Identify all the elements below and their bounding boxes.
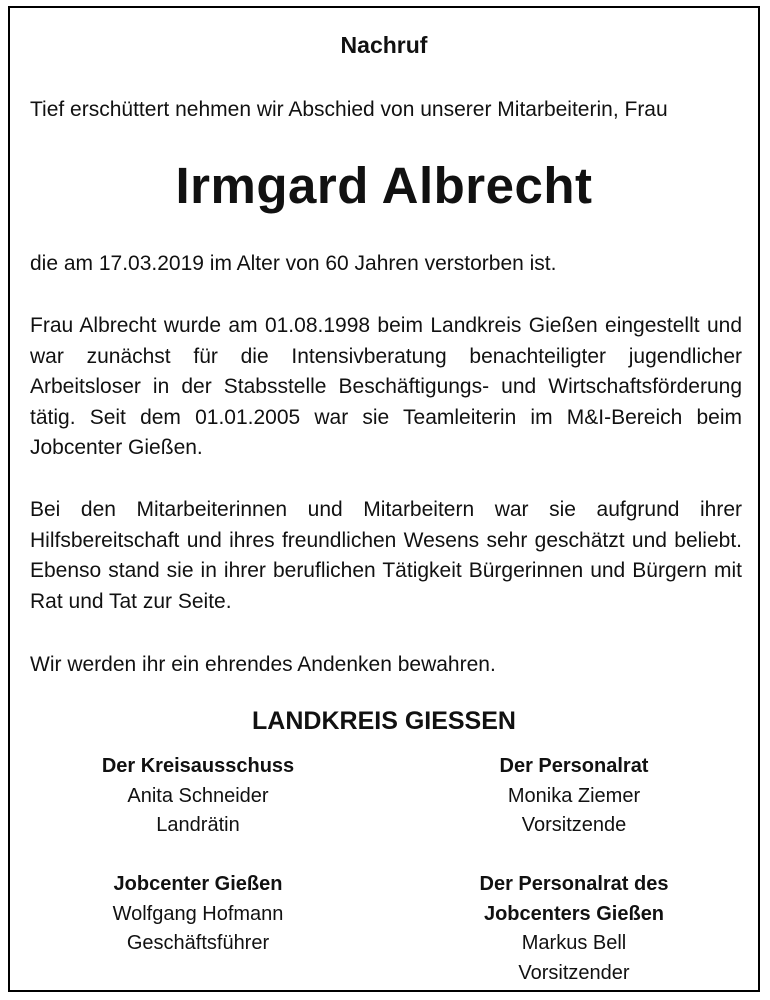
signatory-role: Landrätin <box>156 814 240 836</box>
signatory-title: Jobcenter Gießen <box>113 873 283 895</box>
intro-line: Tief erschüttert nehmen wir Abschied von unserer Mitarbeiterin, Frau <box>30 98 668 121</box>
signatory-role: Vorsitzende <box>521 814 627 836</box>
signatory-name: Markus Bell <box>521 932 627 954</box>
signatory-title: Der Personalrat <box>499 755 649 777</box>
signatory-role: Geschäftsführer <box>126 932 270 954</box>
deceased-name: Irmgard Albrecht <box>175 157 593 214</box>
obituary-notice <box>8 6 760 992</box>
signatory-name: Anita Schneider <box>127 784 269 807</box>
signatory-personalrat <box>414 752 734 841</box>
colleagues-paragraph: Bei den Mitarbeiterinnen und Mitarbeitern war sie aufgrund ihrer Hilfsbereitschaft und ihres freundlichen Wesens sehr geschätzt und beliebt. Ebenso stand sie in ihrer beruflichen Tätigkeit Bürgerinnen und Bürgern mit Rat und Tat zur Seite. <box>30 498 742 613</box>
signatory-title-line2: Jobcenters Gießen <box>483 902 665 925</box>
signatory-title: Der Kreisausschuss <box>101 755 295 777</box>
signatory-title-line1: Der Personalrat des <box>479 873 669 895</box>
signatory-name: Wolfgang Hofmann <box>112 902 284 925</box>
career-paragraph: Frau Albrecht wurde am 01.08.1998 beim Landkreis Gießen eingestellt und war zunächst für die Intensivberatung benachteiligter jugendlicher Arbeitsloser in der Stabsstelle Beschäftigungs- und Wirtschaftsförderung tätig. Seit dem 01.01.2005 war sie Teamleiterin im M&I-Bereich beim Jobcenter Gießen. <box>30 314 742 459</box>
signatory-name: Monika Ziemer <box>507 784 641 807</box>
memory-line: Wir werden ihr ein ehrendes Andenken bewahren. <box>30 653 496 676</box>
notice-heading: Nachruf <box>340 32 428 58</box>
signatory-role: Vorsitzender <box>518 961 630 984</box>
organization-name: LANDKREIS GIESSEN <box>252 707 516 735</box>
death-line: die am 17.03.2019 im Alter von 60 Jahren verstorben ist. <box>30 252 557 275</box>
signatory-jobcenter <box>38 870 358 959</box>
signatory-personalrat-jobcenter <box>414 870 734 988</box>
signatory-kreisausschuss <box>38 752 358 841</box>
